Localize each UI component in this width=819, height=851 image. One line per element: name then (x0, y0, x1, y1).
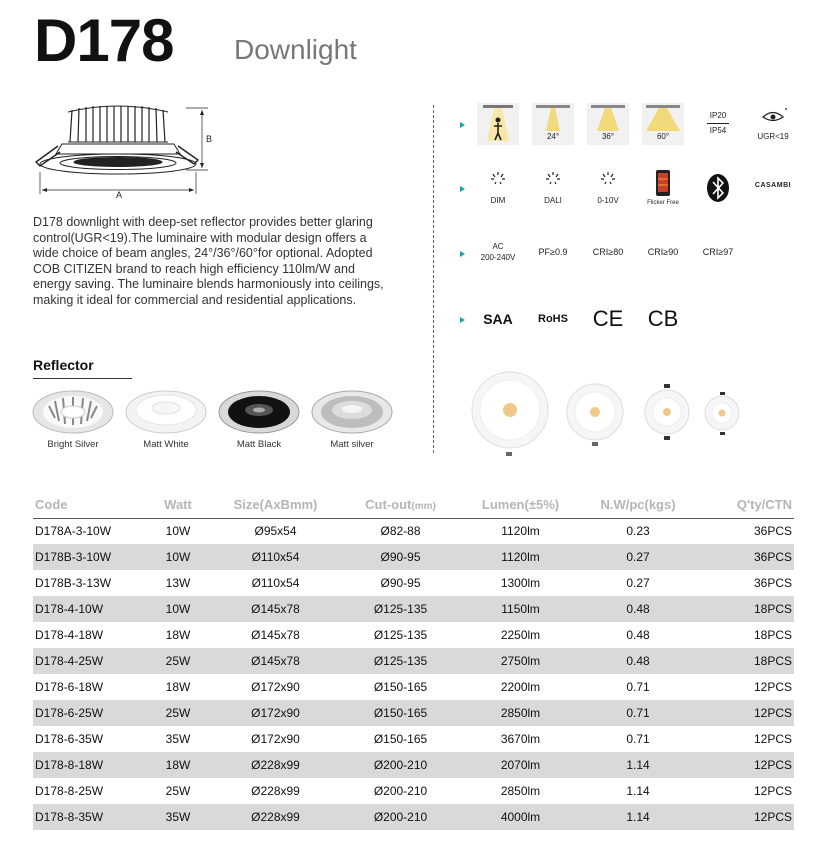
matt-black-reflector-icon (217, 390, 301, 434)
reflector-matt-white (124, 390, 208, 454)
cell-size: Ø145x78 (251, 628, 300, 642)
reflector-label: Matt silver (330, 439, 374, 450)
beam-24-feature (532, 103, 574, 145)
cell-lumen: 1120lm (463, 544, 578, 570)
cell-weight: 0.23 (626, 524, 650, 539)
ac-label: AC (492, 242, 504, 251)
flicker-free-feature (642, 167, 684, 209)
cell-cutout: Ø150-165 (373, 732, 428, 746)
rohs-cert: RoHS (532, 298, 574, 340)
cell-qty: 18PCS (753, 628, 792, 642)
beam-angle-label: 60° (656, 132, 670, 141)
casambi-feature (752, 167, 794, 209)
cell-code: D178B-3-10W (33, 544, 143, 570)
cri90-label: CRI≥90 (647, 247, 679, 257)
cell-size: Ø228x99 (213, 804, 338, 830)
cell-weight: 1.14 (578, 804, 698, 830)
beam-angle-medium-icon (587, 103, 629, 133)
beam-angle-wide-icon (642, 103, 684, 133)
cell-size: Ø228x99 (251, 784, 300, 798)
table-row (33, 648, 794, 674)
cell-lumen: 4000lm (463, 804, 578, 830)
cell-weight: 0.71 (578, 700, 698, 726)
cell-qty: 12PCS (753, 680, 792, 694)
downlight-mini-icon (705, 392, 739, 435)
eye-icon (752, 103, 794, 127)
cri80-feature (587, 232, 629, 274)
table-header-row (33, 492, 794, 518)
matt-silver-reflector-icon (310, 390, 394, 434)
cell-qty: 36PCS (753, 576, 792, 590)
beam-36-feature (587, 103, 629, 145)
cell-qty: 12PCS (753, 732, 792, 746)
dimension-b-label: B (206, 134, 213, 144)
cell-cutout: Ø150-165 (373, 680, 428, 694)
cell-cutout: Ø125-135 (373, 628, 428, 642)
ugr-feature (752, 103, 794, 145)
dali-dimming-icon (532, 167, 574, 191)
pf-feature (532, 232, 574, 274)
reflector-heading: Reflector (33, 357, 94, 373)
cell-weight: 0.27 (578, 544, 698, 570)
person-under-light-icon (477, 103, 519, 145)
bullet-arrow-icon (460, 251, 465, 257)
cutout-unit: (mm) (411, 501, 436, 513)
cell-cutout: Ø125-135 (338, 648, 463, 674)
ip54-label: IP54 (709, 126, 727, 135)
cell-qty: 18PCS (698, 596, 794, 622)
cell-size: Ø95x54 (254, 524, 297, 539)
cell-qty: 12PCS (698, 804, 794, 830)
model-subtitle: Downlight (234, 34, 357, 65)
cell-code: D178-4-18W (35, 628, 104, 642)
cell-lumen: 2200lm (500, 680, 541, 694)
cell-watt: 18W (165, 680, 191, 694)
model-title: D178 (34, 7, 174, 74)
cell-weight: 0.27 (626, 576, 650, 590)
col-code: Code (33, 492, 143, 518)
bluetooth-feature (697, 167, 739, 209)
reflector-label: Matt White (143, 439, 189, 450)
col-qty: Q'ty/CTN (698, 492, 794, 518)
analog-dimming-icon (587, 167, 629, 191)
col-size: Size(AxBmm) (213, 492, 338, 518)
bullet-arrow-icon (460, 317, 465, 323)
cell-watt: 10W (165, 524, 191, 539)
cell-weight: 0.48 (578, 648, 698, 674)
cell-code: D178-4-25W (33, 648, 143, 674)
ce-cert: CE (587, 298, 629, 340)
cell-cutout: Ø200-210 (338, 752, 463, 778)
dali-feature (532, 167, 574, 209)
cell-cutout: Ø82-88 (380, 524, 421, 539)
cell-qty: 36PCS (753, 524, 792, 539)
cell-lumen: 2850lm (463, 700, 578, 726)
cell-size: Ø172x90 (251, 732, 300, 746)
product-description: D178 downlight with deep-set reflector provides better glaring control(UGR<19).The luminaire with modular design offers a wide choice of beam angles, 24°/36°/60°for optional. Adopted COB CITIZEN brand to reach high efficiency 110lm/W and energy saving. The luminaire blends harmoniously into ceilings, making it ideal for commercial and residential applications. (33, 215, 384, 307)
cell-lumen: 2850lm (500, 784, 541, 798)
table-row (33, 700, 794, 726)
cell-qty: 12PCS (698, 752, 794, 778)
cell-size: Ø145x78 (213, 596, 338, 622)
bluetooth-icon (697, 167, 739, 209)
col-watt: Watt (143, 492, 213, 518)
cell-watt: 10W (143, 596, 213, 622)
bullet-arrow-icon (460, 186, 465, 192)
cell-cutout: Ø90-95 (338, 544, 463, 570)
analog-dim-feature (587, 167, 629, 209)
downlight-small-icon (645, 384, 689, 440)
dim-feature (477, 167, 519, 209)
cell-weight: 0.71 (626, 680, 650, 694)
ip20-label: IP20 (709, 111, 727, 120)
table-row (33, 622, 794, 648)
phone-camera-icon (642, 167, 684, 199)
table-row (33, 674, 794, 700)
cell-size: Ø110x54 (213, 544, 338, 570)
table-row (33, 778, 794, 804)
cell-lumen: 1150lm (463, 596, 578, 622)
bullet-arrow-icon (460, 122, 465, 128)
cutout-header-text: Cut-out (365, 497, 412, 513)
table-row (33, 726, 794, 752)
cell-weight: 0.71 (626, 732, 650, 746)
reflector-bright-silver (31, 390, 115, 454)
beam-angle-label: 24° (546, 132, 560, 141)
cell-watt: 18W (143, 752, 213, 778)
reflector-matt-silver (310, 390, 394, 454)
matt-white-reflector-icon (124, 390, 208, 434)
cell-watt: 18W (165, 628, 191, 642)
cri80-label: CRI≥80 (592, 247, 624, 257)
cell-qty: 12PCS (753, 784, 792, 798)
cell-watt: 25W (143, 648, 213, 674)
reflector-underline (33, 378, 132, 379)
specification-table (33, 492, 794, 830)
cell-weight: 1.14 (626, 784, 650, 798)
reflector-matt-black (217, 390, 301, 454)
voltage-feature (477, 232, 519, 274)
reflector-label: Bright Silver (47, 439, 99, 450)
cell-code: D178-8-25W (35, 784, 104, 798)
table-row (33, 596, 794, 622)
cri97-feature (697, 232, 739, 274)
bright-silver-reflector-icon (31, 390, 115, 434)
cell-lumen: 3670lm (500, 732, 541, 746)
product-size-range-image (470, 370, 770, 460)
col-cutout (338, 492, 463, 518)
cell-cutout: Ø90-95 (380, 576, 421, 590)
dim-label: DIM (490, 196, 506, 205)
cell-watt: 35W (143, 804, 213, 830)
cell-size: Ø110x54 (251, 576, 300, 590)
cell-watt: 10W (143, 544, 213, 570)
cell-watt: 35W (165, 732, 191, 746)
cell-code: D178-8-18W (33, 752, 143, 778)
downlight-dimension-drawing (30, 100, 220, 200)
cell-watt: 13W (165, 576, 191, 590)
cell-qty: 12PCS (698, 700, 794, 726)
table-row (33, 752, 794, 778)
ugr-label: UGR<19 (757, 132, 789, 141)
cell-lumen: 1120lm (501, 524, 540, 539)
downlight-large-icon (472, 372, 548, 456)
cell-code: D178B-3-13W (35, 576, 112, 590)
cell-cutout: Ø150-165 (338, 700, 463, 726)
table-row (33, 804, 794, 830)
cell-code: D178-6-35W (35, 732, 104, 746)
beam-60-feature (642, 103, 684, 145)
cell-weight: 0.48 (626, 628, 650, 642)
cell-size: Ø145x78 (213, 648, 338, 674)
flicker-free-label: Flicker Free (647, 200, 679, 206)
cell-size: Ø172x90 (213, 700, 338, 726)
cell-qty: 18PCS (698, 648, 794, 674)
cell-cutout: Ø200-210 (338, 804, 463, 830)
cell-code: D178-6-25W (33, 700, 143, 726)
cell-code: D178-4-10W (33, 596, 143, 622)
cell-lumen: 2750lm (463, 648, 578, 674)
dimming-icon (477, 167, 519, 191)
analog-dim-label: 0-10V (597, 196, 619, 205)
cell-size: Ø172x90 (251, 680, 300, 694)
cell-cutout: Ø200-210 (373, 784, 428, 798)
reflector-label: Matt Black (236, 439, 282, 450)
cell-watt: 25W (143, 700, 213, 726)
cri90-feature (642, 232, 684, 274)
beam-angle-narrow-icon (532, 103, 574, 133)
col-lumen: Lumen(±5%) (463, 492, 578, 518)
table-row (33, 544, 794, 570)
voltage-label: 200-240V (480, 253, 516, 262)
ip-rating-feature (697, 103, 739, 145)
section-divider (433, 105, 434, 453)
cell-qty: 36PCS (698, 544, 794, 570)
pf-label: PF≥0.9 (538, 247, 568, 257)
cell-watt: 25W (165, 784, 191, 798)
col-weight: N.W/pc(kgs) (578, 492, 698, 518)
cell-code: D178-8-35W (33, 804, 143, 830)
table-row (33, 518, 794, 544)
cell-weight: 1.14 (578, 752, 698, 778)
downlight-medium-icon (567, 384, 623, 446)
beam-angle-label: 36° (601, 132, 615, 141)
cell-lumen: 2250lm (500, 628, 541, 642)
dimension-a-label: A (116, 190, 123, 200)
cell-size: Ø228x99 (213, 752, 338, 778)
cell-code: D178-6-18W (35, 680, 104, 694)
cell-weight: 0.48 (578, 596, 698, 622)
cb-cert: CB (642, 298, 684, 340)
cell-cutout: Ø125-135 (338, 596, 463, 622)
recessed-install-feature (477, 103, 519, 145)
cell-lumen: 2070lm (463, 752, 578, 778)
saa-cert: SAA (477, 298, 519, 340)
cell-code: D178A-3-10W (35, 524, 112, 539)
cri97-label: CRI≥97 (702, 247, 734, 257)
ip-divider (707, 123, 729, 124)
table-row (33, 570, 794, 596)
dali-label: DALI (544, 196, 562, 205)
casambi-label: CASAMBI (754, 182, 792, 189)
cell-lumen: 1300lm (500, 576, 541, 590)
